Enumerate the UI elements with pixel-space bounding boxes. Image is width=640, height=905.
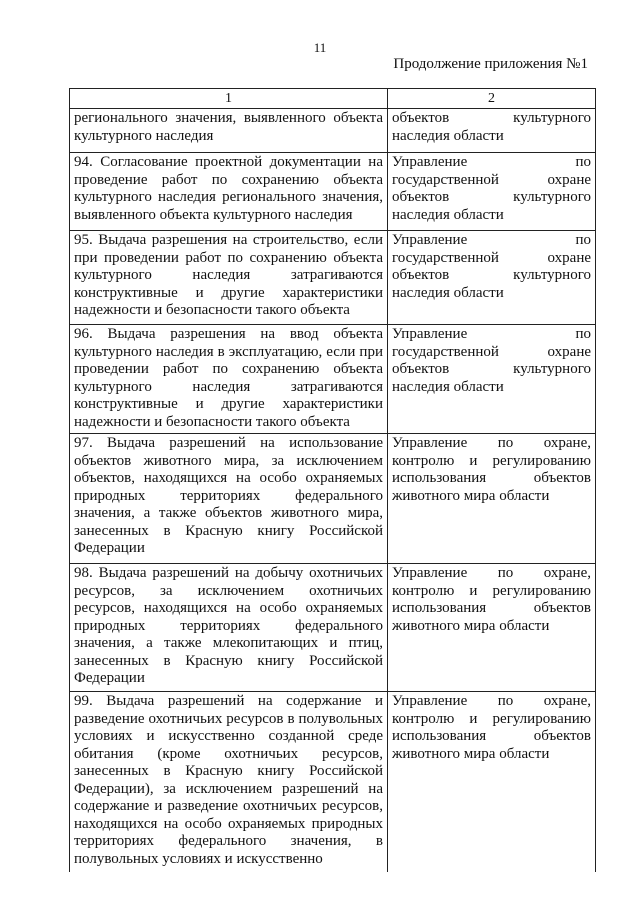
authority-cell: Управление по охране, контролю и регулированию использования объектов животного мира области [388, 692, 596, 872]
service-cell: регионального значения, выявленного объекта культурного наследия [70, 109, 388, 153]
authority-cell: Управление по государственной охране объектов культурного наследия области [388, 325, 596, 434]
authority-cell: Управление по государственной охране объектов культурного наследия области [388, 231, 596, 325]
service-cell: 99. Выдача разрешений на содержание и разведение охотничьих ресурсов в полувольных условиях и искусственно созданной среде обитания (кроме охотничьих ресурсов, занесенных в Красную книгу Российской Федерации), за исключением разрешений на содержание и разведение охотничьих ресурсов, находящихся на особо охраняемых природных территориях федерального значения, в полувольных условиях и искусственно [70, 692, 388, 872]
column-header-1: 1 [70, 89, 388, 109]
service-cell: 97. Выдача разрешений на использование объектов животного мира, за исключением объектов, находящихся на особо охраняемых природных территориях федерального значения, а также объектов животного мира, занесенных в Красную книгу Российской Федерации [70, 434, 388, 564]
table-row [70, 325, 596, 434]
service-cell: 96. Выдача разрешения на ввод объекта культурного наследия в эксплуатацию, если при проведении работ по сохранению объекта культурного наследия затрагиваются конструктивные и другие характеристики надежности и безопасности такого объекта [70, 325, 388, 434]
authority-cell: Управление по государственной охране объектов культурного наследия области [388, 153, 596, 231]
table-row [70, 109, 596, 153]
table-row [70, 564, 596, 692]
table-row [70, 692, 596, 872]
authority-cell: объектов культурного наследия области [388, 109, 596, 153]
column-header-2: 2 [388, 89, 596, 109]
table-header-row [70, 89, 596, 109]
services-table [69, 88, 596, 872]
authority-cell: Управление по охране, контролю и регулированию использования объектов животного мира области [388, 564, 596, 692]
table-row [70, 231, 596, 325]
service-cell: 94. Согласование проектной документации на проведение работ по сохранению объекта культурного наследия регионального значения, выявленного объекта культурного наследия [70, 153, 388, 231]
service-cell: 98. Выдача разрешений на добычу охотничьих ресурсов, за исключением охотничьих ресурсов, находящихся на особо охраняемых природных территориях федерального значения, а также млекопитающих и птиц, занесенных в Красную книгу Российской Федерации [70, 564, 388, 692]
page-number: 11 [313, 40, 327, 55]
service-cell: 95. Выдача разрешения на строительство, если при проведении работ по сохранению объекта культурного наследия затрагиваются конструктивные и другие характеристики надежности и безопасности такого объекта [70, 231, 388, 325]
authority-cell: Управление по охране, контролю и регулированию использования объектов животного мира области [388, 434, 596, 564]
table-row [70, 434, 596, 564]
appendix-continuation-label: Продолжение приложения №1 [393, 56, 588, 72]
table-row [70, 153, 596, 231]
